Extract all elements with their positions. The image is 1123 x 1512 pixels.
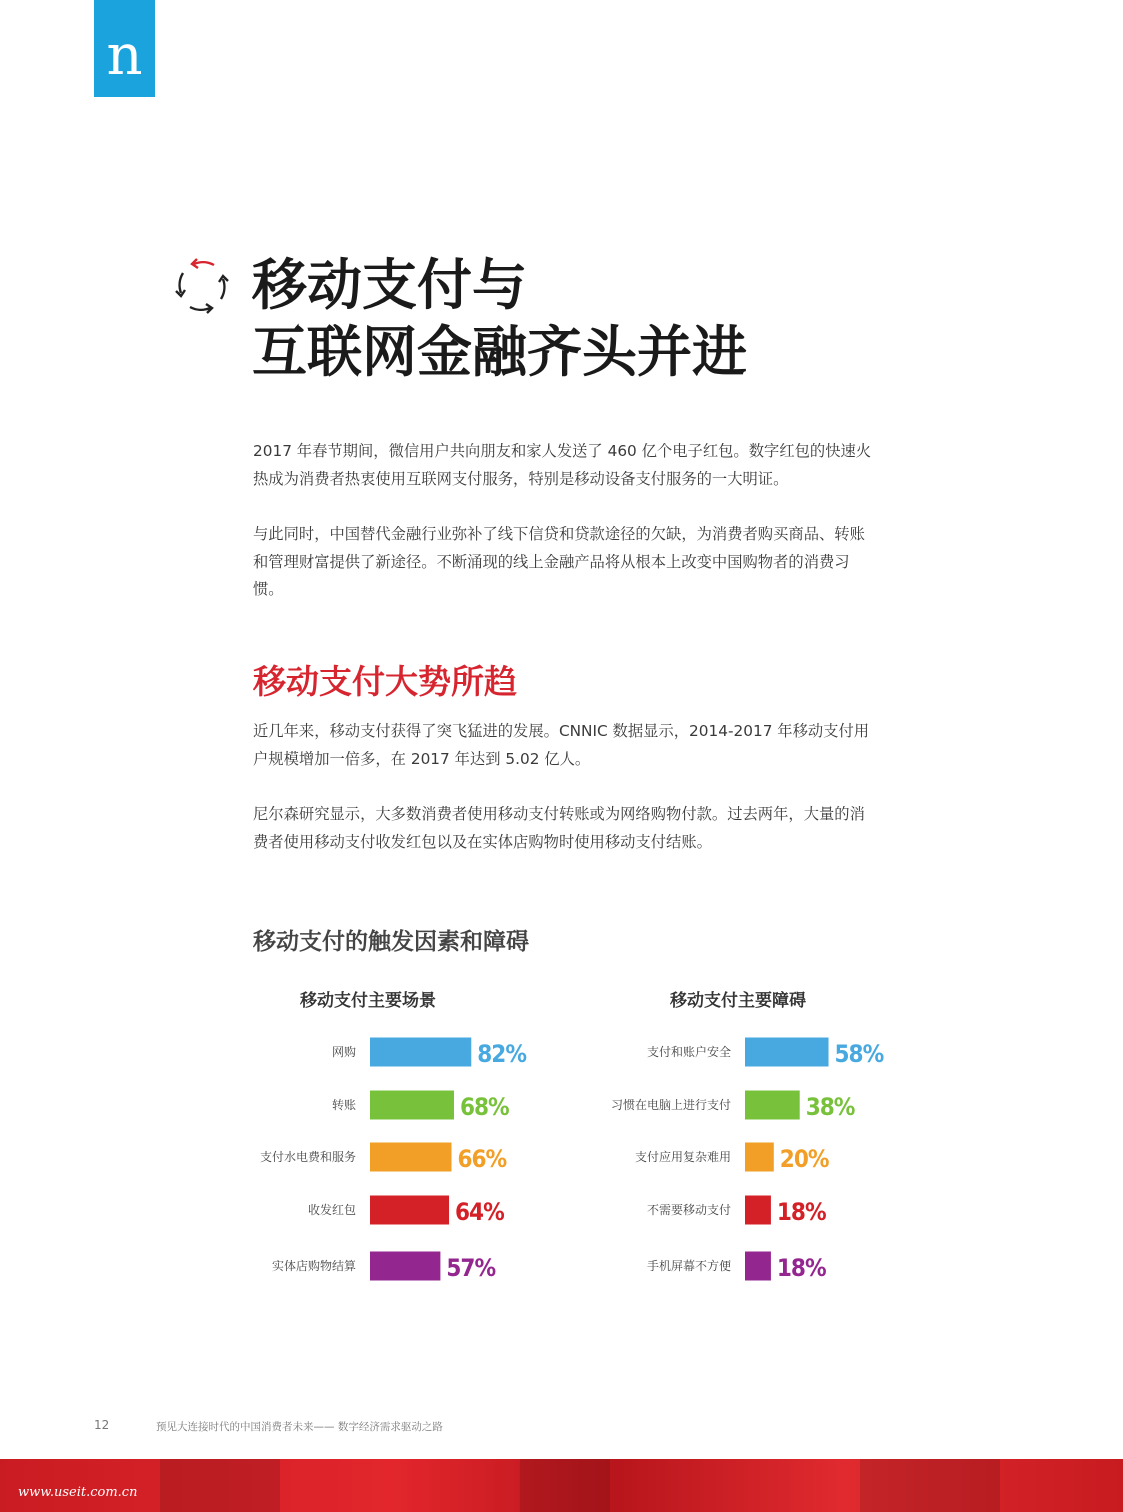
- cycle-arrows-icon: [170, 254, 234, 318]
- chart-title: 移动支付主要障碍: [670, 991, 806, 1011]
- intro-paragraph-2: 与此同时，中国替代金融行业弥补了线下信贷和贷款途径的欠缺，为消费者购买商品、转账和管理财富提供了新途径。不断涌现的线上金融产品将从根本上改变中国购物者的消费习惯。: [253, 525, 865, 598]
- value-label: 57%: [446, 1254, 496, 1282]
- value-label: 38%: [805, 1093, 855, 1121]
- page-number: 12: [94, 1418, 110, 1432]
- footer-text: 预见大连接时代的中国消费者未来—— 数字经济需求驱动之路: [156, 1421, 443, 1433]
- footer-band: [0, 1459, 1123, 1512]
- bar: [370, 1196, 449, 1225]
- bar: [370, 1091, 454, 1120]
- title-line-2: 互联网金融齐头并进: [252, 320, 748, 384]
- chart-heading: 移动支付的触发因素和障碍: [253, 929, 529, 955]
- category-label: 收发红包: [307, 1203, 356, 1217]
- bar: [745, 1196, 771, 1225]
- bar-charts: [0, 980, 1123, 1290]
- category-label: 习惯在电脑上进行支付: [610, 1098, 731, 1112]
- bar: [370, 1038, 471, 1067]
- watermark: www.useit.com.cn: [18, 1485, 138, 1500]
- section-paragraph-2: 尼尔森研究显示，大多数消费者使用移动支付转账或为网络购物付款。过去两年，大量的消费者使用移动支付收发红包以及在实体店购物时使用移动支付结账。: [253, 805, 865, 851]
- category-label: 手机屏幕不方便: [646, 1259, 731, 1273]
- section-title: 移动支付大势所趋: [253, 662, 517, 701]
- category-label: 支付水电费和服务: [259, 1150, 356, 1164]
- value-label: 68%: [459, 1093, 509, 1121]
- value-label: 82%: [477, 1040, 526, 1068]
- category-label: 网购: [331, 1045, 356, 1059]
- bar: [745, 1091, 800, 1120]
- intro-paragraph-1: 2017 年春节期间，微信用户共向朋友和家人发送了 460 亿个电子红包。数字红包的快速火热成为消费者热衷使用互联网支付服务，特别是移动设备支付服务的一大明证。: [253, 442, 872, 488]
- logo-letter: n: [106, 23, 143, 88]
- value-label: 18%: [776, 1198, 826, 1226]
- bar: [745, 1252, 771, 1281]
- title-line-1: 移动支付与: [252, 253, 528, 317]
- band-shade: [520, 1459, 610, 1512]
- bar: [370, 1252, 440, 1281]
- value-label: 64%: [455, 1198, 504, 1226]
- value-label: 18%: [776, 1254, 826, 1282]
- section-paragraph-1: 近几年来，移动支付获得了突飞猛进的发展。CNNIC 数据显示，2014-2017 年移动支付用户规模增加一倍多，在 2017 年达到 5.02 亿人。: [253, 722, 870, 768]
- bar: [745, 1038, 829, 1067]
- chart-title: 移动支付主要场景: [300, 991, 436, 1011]
- nielsen-logo: [94, 0, 155, 97]
- category-label: 转账: [331, 1098, 356, 1112]
- value-label: 20%: [779, 1145, 829, 1173]
- band-shade: [860, 1459, 1000, 1512]
- value-label: 66%: [457, 1145, 507, 1173]
- bar: [745, 1143, 774, 1172]
- band-shade: [160, 1459, 280, 1512]
- category-label: 不需要移动支付: [646, 1203, 731, 1217]
- category-label: 实体店购物结算: [271, 1259, 356, 1273]
- page-title: [252, 252, 747, 386]
- bar: [370, 1143, 452, 1172]
- value-label: 58%: [834, 1040, 884, 1068]
- category-label: 支付和账户安全: [646, 1045, 731, 1059]
- category-label: 支付应用复杂难用: [634, 1150, 731, 1164]
